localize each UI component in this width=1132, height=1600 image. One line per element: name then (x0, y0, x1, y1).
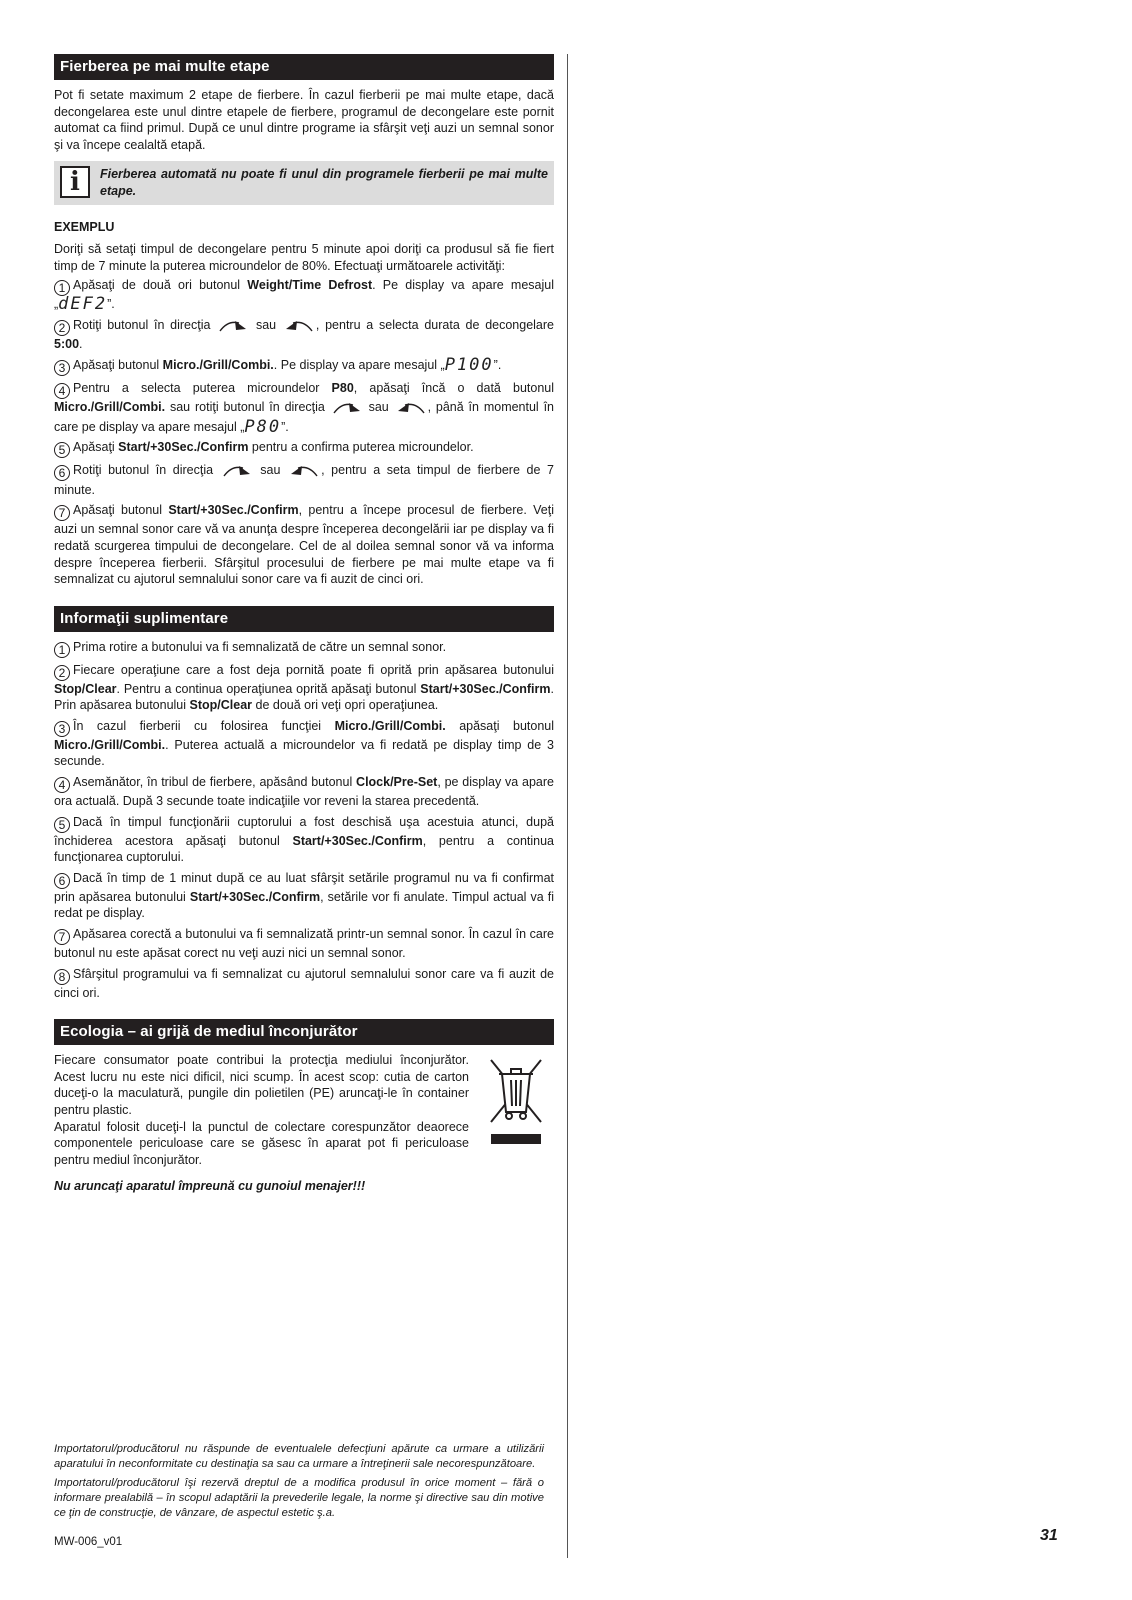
main-column (54, 54, 554, 1195)
step-number-2: 2 (54, 320, 70, 336)
example-step-5: 5 Apăsaţi Start/+30Sec./Confirm pentru a confirma puterea microundelor. (54, 439, 554, 458)
disclaimer-liability: Importatorul/producătorul nu răspunde de eventualele defecţiuni apărute ca urmare a utilizării aparatului în neconformitate cu destinaţia sa sau ca urmare a întreţinerii sale necorespunzătoare. (54, 1443, 544, 1470)
lcd-display-def2: dEF2 (58, 294, 108, 315)
step-number-4: 4 (54, 383, 70, 399)
ecology-paragraph-1: Fiecare consumator poate contribui la protecţia mediului înconjurător. Acest lucru nu este nici dificil, nici scump. În acest scop: cutia de carton duceţi-o la maculatură, pungile din polietilen (PE) aruncaţi-le în container pentru plastic. (54, 1053, 469, 1117)
step-number-3: 3 (54, 360, 70, 376)
step-number-5: 5 (54, 442, 70, 458)
lcd-display-p100: P100 (444, 354, 494, 375)
example-intro: Doriţi să setaţi timpul de decongelare pentru 5 minute apoi doriţi ca produsul să fie fiert timp de 7 minute la puterea microundelor de 80%. Efectuaţi următoarele activităţi: (54, 241, 554, 273)
model-code: MW-006_v01 (54, 1536, 123, 1548)
ecology-text (54, 1052, 469, 1168)
step-number-7: 7 (54, 505, 70, 521)
column-divider (567, 54, 568, 1558)
item-number-8: 8 (54, 969, 70, 985)
item-number-7: 7 (54, 929, 70, 945)
ecology-warning: Nu aruncaţi aparatul împreună cu gunoiul menajer!!! (54, 1179, 366, 1194)
disclaimer-modification: Importatorul/producătorul îşi rezervă dreptul de a modifica produsul în orice moment – fără o informare prealabilă – în scopul adaptării la prevederile legale, la norme şi directive sau din motive ce ţin de construcţie, de vânzare, de aspectul estetic ş.a. (54, 1477, 544, 1519)
lcd-display-p80: P80 (244, 416, 282, 437)
item-number-4: 4 (54, 777, 70, 793)
item-number-1: 1 (54, 642, 70, 658)
item-number-6: 6 (54, 873, 70, 889)
rotate-counterclockwise-icon (396, 401, 426, 419)
item-number-5: 5 (54, 817, 70, 833)
example-step-6: 6 Rotiţi butonul în direcţia sau , pentru a seta timpul de fierbere de 7 minute. (54, 463, 554, 497)
rotate-clockwise-icon (222, 464, 252, 482)
step-number-6: 6 (54, 465, 70, 481)
info-icon: i (60, 166, 90, 198)
footer-disclaimer (54, 1442, 544, 1525)
step-number-1: 1 (54, 280, 70, 296)
example-step-2: 2 Rotiţi butonul în direcţia sau , pentru a selecta durata de decongelare 5:00. (54, 317, 554, 352)
section-header-ecology: Ecologia – ai grijă de mediul înconjurător (54, 1019, 554, 1045)
section-header-multistage: Fierberea pe mai multe etape (54, 54, 554, 80)
rotate-counterclockwise-icon (284, 319, 314, 337)
multistage-intro: Pot fi setate maximum 2 etape de fierbere. În cazul fierberii pe mai multe etape, dacă decongelarea este unul dintre etapele de fierbere, programul de decongelare este pornit automat ca fiind primul. După ce unul dintre programe ia sfârşit veţi auzi un semnal sonor şi va începe cealaltă etapă. (54, 88, 554, 152)
example-step-1: 1 Apăsaţi de două ori butonul Weight/Time Defrost. Pe display va apare mesajul „dEF2”. (54, 278, 555, 315)
rotate-clockwise-icon (332, 401, 362, 419)
item-number-3: 3 (54, 721, 70, 737)
crossed-out-bin-icon (487, 1056, 545, 1151)
info-item-3: 3 În cazul fierberii cu folosirea funcţiei Micro./Grill/Combi. apăsaţi butonul Micro./Grill/Combi.. Puterea actuală a microundelor va fi redată pe display timp de 3 secunde. (54, 718, 554, 769)
rotate-counterclockwise-icon (289, 464, 319, 482)
page-number: 31 (1040, 1527, 1058, 1544)
info-item-2: 2 Fiecare operaţiune care a fost deja pornită poate fi oprită prin apăsarea butonului Stop/Clear. Pentru a continua operaţiunea oprită apăsaţi butonul Start/+30Sec./Confirm. Prin apăsarea butonului Stop/Clear de două ori veţi opri operaţiunea. (54, 662, 554, 713)
info-note (54, 161, 554, 205)
info-note-text: Fierberea automată nu poate fi unul din programele fierberii pe mai multe etape. (100, 167, 548, 199)
example-step-3: 3 Apăsaţi butonul Micro./Grill/Combi.. Pe display va apare mesajul „P100”. (54, 357, 554, 376)
info-item-4: 4 Asemănător, în tribul de fierbere, apăsând butonul Clock/Pre-Set, pe display va apare ora actuală. După 3 secunde toate indicaţiile vor reveni la starea precedentă. (54, 775, 554, 809)
info-item-5: 5 Dacă în timpul funcţionării cuptorului a fost deschisă uşa acestuia atunci, după închiderea acestora apăsaţi butonul Start/+30Sec./Confirm, pentru a continua funcţionarea cuptorului. (54, 814, 555, 865)
rotate-clockwise-icon (218, 319, 248, 337)
ecology-content (54, 1052, 554, 1168)
ecology-paragraph-2: Aparatul folosit duceţi-l la punctul de colectare corespunzător deaorece componentele periculoase care se găsesc în aparat pot fi periculoase pentru mediul înconjurător. (54, 1119, 469, 1167)
section-header-additional-info: Informaţii suplimentare (54, 606, 554, 632)
info-item-1: 1 Prima rotire a butonului va fi semnalizată de către un semnal sonor. (54, 639, 554, 658)
example-step-4: 4 Pentru a selecta puterea microundelor P80, apăsaţi încă o dată butonul Micro./Grill/Combi. sau rotiţi butonul în direcţia sau , până în momentul în care pe display va apare mesajul „P80”. (54, 380, 554, 437)
example-step-7: 7 Apăsaţi butonul Start/+30Sec./Confirm, pentru a începe procesul de fierbere. Veţi auzi un semnal sonor care vă va anunţa despre începerea decongelării iar pe display va fi redată scurgerea timpului de decongelare. Cel de al doilea semnal sonor vă va informa despre începerea fierberii. Sfârşitul procesului de fierbere pe mai multe etape va fi semnalizat cu ajutorul semnalului sonor care va fi auzit de cinci ori. (54, 503, 554, 587)
item-number-2: 2 (54, 665, 70, 681)
info-item-6: 6 Dacă în timp de 1 minut după ce au luat sfârşit setările programul nu va fi confirmat prin apăsarea butonului Start/+30Sec./Confirm, setările vor fi anulate. Timpul actual va fi redat pe display. (54, 870, 554, 921)
example-label: EXEMPLU (54, 220, 115, 235)
info-item-7: 7 Apăsarea corectă a butonului va fi semnalizată printr-un semnal sonor. În cazul în care butonul nu este apăsat corect nu veţi auzi nici un semnal sonor. (54, 927, 554, 961)
info-item-8: 8 Sfârşitul programului va fi semnalizat cu ajutorul semnalului sonor care va fi auzit de cinci ori. (54, 966, 554, 1000)
